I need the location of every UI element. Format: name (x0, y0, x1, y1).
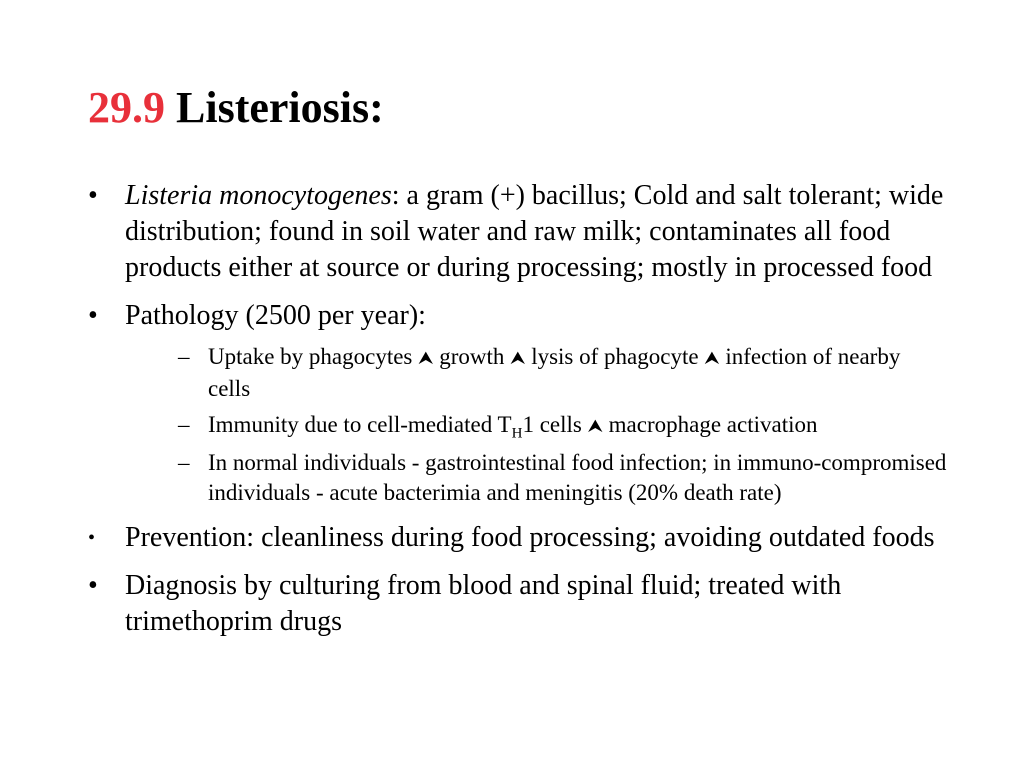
bullet-listeria (88, 178, 948, 286)
subscript-h: H (511, 425, 523, 442)
bullet-marker: • (88, 180, 98, 211)
bullet-text: : a gram (+) bacillus; Cold and salt tolerant; wide distribution; found in soil water and raw milk; contaminates all food products either at source or during processing; mostly in processed food (125, 180, 944, 283)
dash-marker: – (178, 412, 190, 437)
sub-text: macrophage activation (602, 412, 818, 437)
bullet-list (88, 178, 953, 652)
bullet-text: Prevention: cleanliness during food processing; avoiding outdated foods (125, 522, 935, 553)
sub-bullet-list (125, 342, 953, 508)
sub-text: Immunity due to cell-mediated T (208, 412, 512, 437)
slide-title (88, 82, 384, 134)
sub-text: 1 cells (522, 412, 588, 437)
arrow-icon: ⮝ (510, 348, 526, 369)
sub-text: In normal individuals - gastrointestinal food infection; in immuno-compromised individuals - acute bacterimia and meningitis (20% death rate) (208, 450, 953, 505)
sub-text: infection of nearby cells (208, 344, 907, 401)
bullet-pathology (88, 298, 953, 508)
sub-text: lysis of phagocyte (525, 344, 705, 369)
sub-bullet-individuals (125, 448, 953, 508)
bullet-marker: • (88, 527, 96, 549)
organism-name: Listeria monocytogenes (125, 180, 392, 211)
arrow-icon: ⮝ (704, 348, 720, 369)
sub-bullet-immunity (125, 410, 948, 442)
bullet-diagnosis (88, 568, 948, 640)
dash-marker: – (178, 450, 190, 475)
title-text: Listeriosis: (165, 83, 384, 132)
bullet-text: Pathology (2500 per year): (125, 300, 426, 331)
bullet-text: Diagnosis by culturing from blood and spinal fluid; treated with trimethoprim drugs (125, 570, 842, 637)
sub-text: growth (433, 344, 511, 369)
dash-marker: – (178, 344, 190, 369)
sub-text: Uptake by phagocytes (208, 344, 419, 369)
sub-bullet-uptake (125, 342, 948, 404)
arrow-icon: ⮝ (418, 348, 434, 369)
bullet-prevention (88, 520, 948, 556)
title-number: 29.9 (88, 83, 165, 132)
arrow-icon: ⮝ (587, 416, 603, 437)
bullet-marker: • (88, 300, 98, 331)
bullet-marker: • (88, 570, 98, 601)
